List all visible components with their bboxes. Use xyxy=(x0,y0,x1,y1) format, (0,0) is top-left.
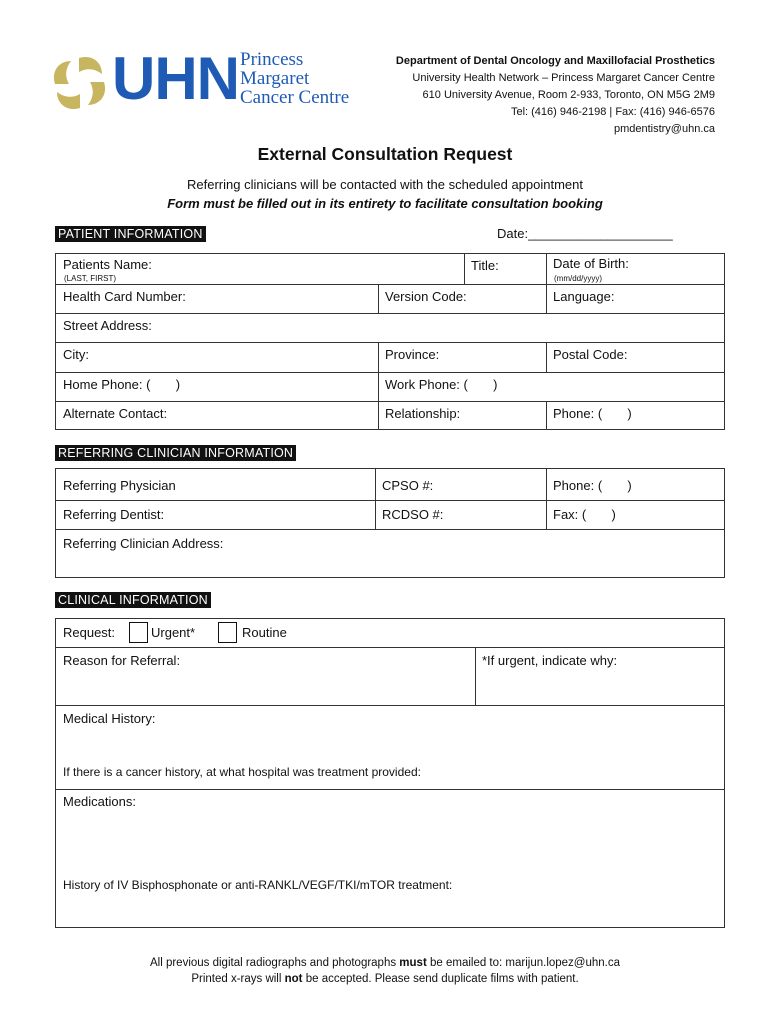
title-field[interactable]: Title: xyxy=(471,258,499,273)
logo-line-3: Cancer Centre xyxy=(240,87,350,108)
contact-email: pmdentistry@uhn.ca xyxy=(613,123,715,135)
footer-text: be accepted. Please send duplicate films with patient. xyxy=(302,973,579,985)
reason-for-referral-field[interactable]: Reason for Referral: xyxy=(63,653,181,668)
urgent-reason-field[interactable]: *If urgent, indicate why: xyxy=(482,653,618,668)
postal-code-field[interactable]: Postal Code: xyxy=(553,347,628,362)
subtitle-instruction: Form must be filled out in its entirety to facilitate consultation booking xyxy=(167,196,603,211)
contact-phone: Tel: (416) 946-2198 | Fax: (416) 946-6576 xyxy=(510,106,715,118)
rcdso-field[interactable]: RCDSO #: xyxy=(382,507,444,522)
logo-line-1: Princess xyxy=(240,49,304,70)
footer-emphasis-must: must xyxy=(399,957,427,969)
language-field[interactable]: Language: xyxy=(553,289,615,304)
iv-history-field[interactable]: History of IV Bisphosphonate or anti-RANKL/VEGF/TKI/mTOR treatment: xyxy=(63,878,453,892)
section-clinical-info: CLINICAL INFORMATION xyxy=(55,592,211,608)
medical-history-field[interactable]: Medical History: xyxy=(63,711,156,726)
page-title: External Consultation Request xyxy=(257,144,513,164)
version-code-field[interactable]: Version Code: xyxy=(385,289,467,304)
referring-fax-field[interactable]: Fax: ( ) xyxy=(553,507,616,522)
province-field[interactable]: Province: xyxy=(385,347,440,362)
city-field[interactable]: City: xyxy=(63,347,89,362)
referring-clinician-table xyxy=(55,468,725,578)
logo-line-2: Margaret xyxy=(240,68,310,89)
home-phone-field[interactable]: Home Phone: ( ) xyxy=(63,377,181,392)
alternate-contact-field[interactable]: Alternate Contact: xyxy=(63,406,168,421)
address: 610 University Avenue, Room 2-933, Toronto, ON M5G 2M9 xyxy=(422,89,715,101)
dob-hint: (mm/dd/yyyy) xyxy=(554,274,602,283)
alt-phone-field[interactable]: Phone: ( ) xyxy=(553,406,632,421)
footer-email-note xyxy=(0,957,770,969)
relationship-field[interactable]: Relationship: xyxy=(385,406,461,421)
medications-field[interactable]: Medications: xyxy=(63,794,136,809)
organization: University Health Network – Princess Margaret Cancer Centre xyxy=(412,72,715,84)
subtitle: Referring clinicians will be contacted with the scheduled appointment xyxy=(187,177,583,192)
clinical-info-table xyxy=(55,618,725,928)
referring-dentist-field[interactable]: Referring Dentist: xyxy=(63,507,165,522)
footer-xray-note xyxy=(0,973,770,985)
section-patient-info: PATIENT INFORMATION xyxy=(55,226,206,242)
work-phone-field[interactable]: Work Phone: ( ) xyxy=(385,377,498,392)
referring-physician-field[interactable]: Referring Physician xyxy=(63,478,176,493)
patient-name-hint: (LAST, FIRST) xyxy=(64,274,117,283)
dob-field[interactable]: Date of Birth: xyxy=(553,256,629,271)
health-card-field[interactable]: Health Card Number: xyxy=(63,289,186,304)
patient-name-field[interactable]: Patients Name: xyxy=(63,257,152,272)
urgent-label: Urgent* xyxy=(151,625,196,640)
footer-email: be emailed to: marijun.lopez@uhn.ca xyxy=(426,957,621,969)
cancer-history-field[interactable]: If there is a cancer history, at what hospital was treatment provided: xyxy=(63,765,421,779)
cpso-field[interactable]: CPSO #: xyxy=(382,478,434,493)
footer-text: All previous digital radiographs and photographs xyxy=(149,957,400,969)
section-referring-clinician: REFERRING CLINICIAN INFORMATION xyxy=(55,445,296,461)
footer-emphasis-not: not xyxy=(284,973,303,985)
footer-text: Printed x-rays will xyxy=(191,973,285,985)
street-address-field[interactable]: Street Address: xyxy=(63,318,152,333)
routine-label: Routine xyxy=(242,625,287,640)
date-field[interactable]: Date:____________________ xyxy=(497,226,673,241)
department-info xyxy=(396,53,715,138)
patient-info-table xyxy=(55,253,725,430)
referring-address-field[interactable]: Referring Clinician Address: xyxy=(63,536,224,551)
referring-phone-field[interactable]: Phone: ( ) xyxy=(553,478,632,493)
request-label: Request: xyxy=(63,625,116,640)
logo-text: UHN xyxy=(112,45,239,112)
department-name: Department of Dental Oncology and Maxillofacial Prosthetics xyxy=(395,55,715,67)
uhn-logo xyxy=(44,45,364,118)
